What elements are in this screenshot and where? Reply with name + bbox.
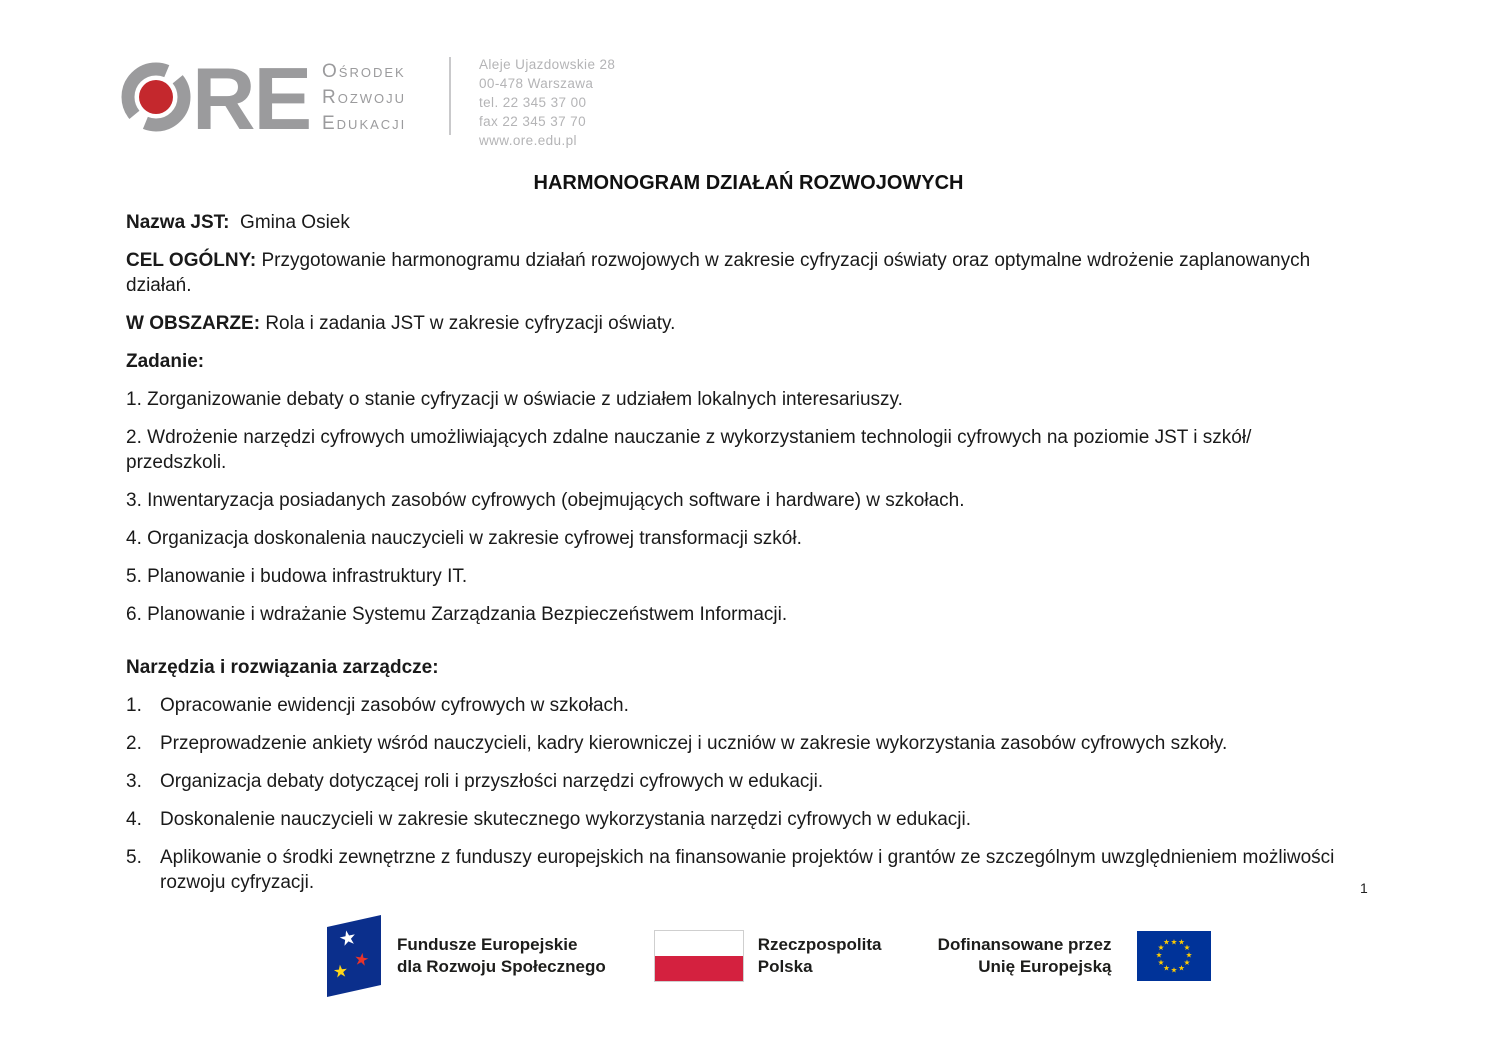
header-divider (449, 57, 451, 135)
svg-text:★: ★ (1171, 965, 1178, 975)
page-title: HARMONOGRAM DZIAŁAŃ ROZWOJOWYCH (533, 172, 964, 194)
tool-number: 3. (126, 771, 142, 792)
tool-number: 4. (126, 809, 142, 830)
org-name-line: Rozwoju (322, 87, 407, 108)
task-item (126, 387, 1348, 412)
eu-flag-icon (1137, 931, 1211, 981)
tool-number: 2. (126, 733, 142, 754)
field-value: Rola i zadania JST w zakresie cyfryzacji oświaty. (265, 313, 676, 334)
svg-text:★: ★ (1163, 963, 1171, 973)
tool-number: 5. (126, 847, 142, 868)
tools-heading: Narzędzia i rozwiązania zarządcze: (126, 657, 439, 678)
tool-item (126, 731, 1348, 756)
task-text: Planowanie i wdrażanie Systemu Zarządzania Bezpieczeństwem Informacji. (147, 604, 788, 625)
task-number: 4. (126, 528, 142, 549)
address-line: Aleje Ujazdowskie 28 (479, 57, 616, 72)
task-number: 5. (126, 566, 142, 587)
european-funds-label: Fundusze Europejskie dla Rozwoju Społecznego (397, 935, 606, 976)
address-line: fax 22 345 37 70 (479, 114, 586, 129)
ore-red-dot (139, 80, 173, 114)
task-item (126, 488, 1348, 513)
republic-of-poland-label: Rzeczpospolita Polska (757, 935, 882, 976)
cofunded-by-eu-label: Dofinansowane przez Unię Europejską (937, 935, 1112, 976)
address-line: tel. 22 345 37 00 (479, 95, 587, 110)
svg-text:★: ★ (332, 961, 350, 983)
field-label: W OBSZARZE: (126, 313, 261, 334)
field-value: Przygotowanie harmonogramu działań rozwojowych w zakresie cyfryzacji oświaty oraz optymalne wdrożenie zaplanowanych działań. (126, 250, 1311, 296)
task-number: 2. (126, 427, 142, 448)
field-label: Nazwa JST: (126, 212, 230, 233)
tool-text: Doskonalenie nauczycieli w zakresie skutecznego wykorzystania narzędzi cyfrowych w edukacji. (160, 809, 972, 830)
tool-text: Przeprowadzenie ankiety wśród nauczycieli, kadry kierowniczej i uczniów w zakresie wykorzystania zasobów cyfrowych szkoły. (160, 733, 1228, 754)
tasks-heading: Zadanie: (126, 351, 205, 372)
task-item (126, 564, 1348, 589)
document-body (126, 210, 1348, 908)
svg-text:★: ★ (1178, 963, 1186, 973)
task-number: 6. (126, 604, 142, 625)
task-item (126, 602, 1348, 627)
svg-text:★: ★ (1186, 950, 1193, 960)
field-label: CEL OGÓLNY: (126, 250, 257, 271)
svg-text:★: ★ (1158, 943, 1165, 952)
ore-logo-icon (120, 45, 310, 145)
svg-text:★: ★ (1178, 937, 1186, 947)
footer-logos (325, 910, 1211, 1002)
task-text: Organizacja doskonalenia nauczycieli w zakresie cyfrowej transformacji szkół. (147, 528, 802, 549)
svg-text:★: ★ (1184, 958, 1191, 967)
address-line: 00-478 Warszawa (479, 76, 594, 91)
task-text: Wdrożenie narzędzi cyfrowych umożliwiających zdalne nauczanie z wykorzystaniem technologii cyfrowych na poziomie JST i szkół/ przedszkoli. (126, 427, 1252, 473)
task-item (126, 425, 1348, 475)
tool-text: Organizacja debaty dotyczącej roli i przyszłości narzędzi cyfrowych w edukacji. (160, 771, 824, 792)
task-number: 1. (126, 389, 142, 410)
svg-text:★: ★ (1163, 937, 1171, 947)
poland-flag-icon (654, 930, 744, 982)
svg-text:★: ★ (336, 924, 360, 952)
tool-item (126, 769, 1348, 794)
svg-text:★: ★ (352, 949, 371, 972)
ore-logo-block (120, 45, 615, 150)
page-number: 1 (1360, 880, 1368, 896)
field-nazwa-jst (126, 210, 1348, 235)
task-text: Inwentaryzacja posiadanych zasobów cyfrowych (obejmujących software i hardware) w szkołach. (147, 490, 965, 511)
task-text: Zorganizowanie debaty o stanie cyfryzacji w oświacie z udziałem lokalnych interesariuszy. (147, 389, 903, 410)
website-text: www.ore.edu.pl (479, 133, 577, 148)
tool-text: Aplikowanie o środki zewnętrzne z funduszy europejskich na finansowanie projektów i grantów ze szczególnym uwzględnieniem możliwości rozwoju cyfryzacji. (160, 847, 1335, 893)
svg-text:★: ★ (1158, 958, 1165, 967)
european-funds-icon (325, 913, 383, 999)
task-number: 3. (126, 490, 142, 511)
ore-letters: RE (192, 49, 310, 145)
tool-text: Opracowanie ewidencji zasobów cyfrowych w szkołach. (160, 695, 629, 716)
org-name-line: Ośrodek (322, 61, 406, 82)
task-item (126, 526, 1348, 551)
field-w-obszarze (126, 311, 1348, 336)
svg-text:★: ★ (1156, 950, 1163, 960)
svg-text:★: ★ (1171, 937, 1178, 947)
address-block (479, 55, 615, 150)
field-value: Gmina Osiek (240, 212, 350, 233)
tool-item (126, 693, 1348, 718)
field-cel-ogolny (126, 248, 1348, 298)
task-text: Planowanie i budowa infrastruktury IT. (147, 566, 468, 587)
tool-item (126, 845, 1348, 895)
org-name (322, 59, 427, 137)
svg-text:★: ★ (1184, 943, 1191, 952)
tool-item (126, 807, 1348, 832)
org-name-line: Edukacji (322, 113, 407, 134)
tool-number: 1. (126, 695, 142, 716)
